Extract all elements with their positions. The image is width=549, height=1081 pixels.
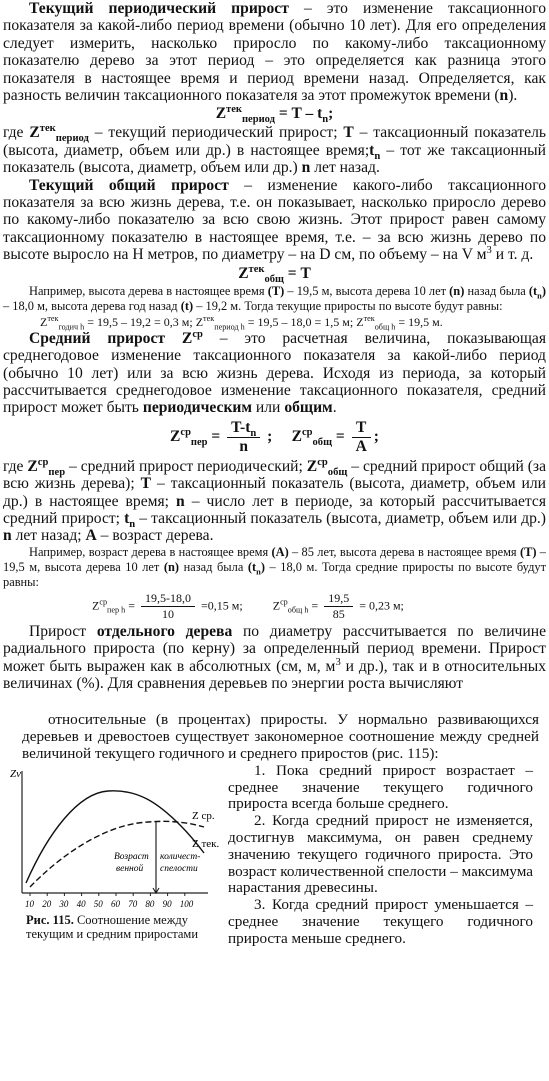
x-tick-label: 20 [42, 898, 52, 909]
sup: ср [302, 426, 313, 438]
text: – средний прирост общий (за всю жизнь дерева); [3, 457, 546, 493]
text: или [252, 399, 285, 417]
text: где [3, 124, 30, 142]
sup: тек [203, 313, 215, 323]
sub: период [241, 114, 275, 126]
sup: ср [37, 456, 49, 468]
var-tn: (t [247, 559, 257, 574]
text: ; [328, 105, 334, 123]
text: – таксационный показатель (высота, диаметр, объем или др.) [135, 509, 546, 527]
text: = 19,5 м. [395, 314, 443, 329]
numerator: 19,5-18,0 [141, 591, 195, 607]
sub: n [374, 150, 381, 162]
legend-current: Z тек. [192, 837, 220, 850]
sub: пер [48, 466, 66, 478]
text: назад была [464, 283, 529, 298]
x-tick-labels [25, 893, 194, 909]
var-z: Z [306, 457, 318, 475]
term-total: общим [284, 399, 333, 417]
text: – 19,5 м, высота дерева 10 лет [3, 544, 547, 574]
paragraph-where-1 [0, 124, 549, 176]
text: – таксационный показатель (высота, диаметр, объем или др.) в настоящее время; [3, 124, 547, 159]
text: – возраст дерева. [96, 527, 214, 545]
sub: общ h [287, 605, 309, 615]
sup: 3 [486, 245, 492, 257]
var-n: n [176, 492, 185, 510]
var-z: Z [195, 314, 204, 329]
text: = [331, 427, 349, 445]
sub: период [55, 133, 89, 145]
sub: n [250, 427, 257, 439]
numerator: T-t [231, 418, 251, 436]
sub: пер h [107, 605, 126, 615]
sub: общ [327, 466, 348, 478]
sub: пер [190, 436, 208, 448]
text: лет назад; [11, 527, 86, 545]
rule-item-3: 3. Когда средний прирост уменьшается – среднее значение текущего годичного прироста меньше среднего. [228, 896, 533, 947]
growth-chart [8, 763, 222, 913]
var-z: Z [27, 457, 38, 475]
sup: тек [248, 263, 265, 275]
formula-periodic [0, 104, 549, 124]
annotation-maturity: спелости [160, 863, 198, 874]
text: = [207, 427, 225, 445]
text: = 19,5 – 19,2 = 0,3 м; [84, 314, 196, 329]
fraction-periodic [227, 419, 260, 456]
var-a: (А) [271, 544, 289, 559]
rule-item-2: 2. Когда средний прирост не изменяется, достигнув максимума, он равен среднему значению текущего годичного прироста. Это возраст количественной спелости – максимума нарастания древесины. [228, 812, 533, 897]
rules-list [228, 763, 533, 948]
var-n: (n) [449, 283, 465, 298]
page-break-gap [0, 692, 549, 712]
text: и т. д. [491, 246, 534, 264]
text: = [308, 598, 322, 612]
text: – текущий периодический прирост; [88, 124, 344, 142]
text: = [125, 598, 139, 612]
formula-average [0, 419, 549, 456]
paragraph-current-periodic [0, 0, 549, 104]
text: – 19,5 м, высота дерева 10 лет [284, 283, 450, 298]
term-single-tree: отдельного дерева [96, 622, 233, 640]
text: – тот же таксационный показатель (высота, диаметр, объем или др.) [3, 141, 546, 177]
text: ) [260, 559, 265, 574]
sup: ср [180, 426, 191, 438]
var-t: Т [140, 475, 151, 493]
text: ; [263, 427, 273, 445]
sub: общ [264, 273, 284, 285]
denominator: 10 [162, 606, 175, 621]
sup: ср [99, 597, 108, 606]
text: – 18,0 м, высота дерева год назад [3, 298, 181, 313]
x-tick-label: 30 [59, 898, 69, 909]
var-tn: t [124, 509, 130, 527]
sub: n [322, 114, 329, 126]
sub: n [537, 290, 542, 301]
paragraph-where-2 [0, 458, 549, 545]
var-t: (Т) [519, 544, 537, 559]
var-z: Z [92, 598, 100, 612]
sup: ср [280, 597, 288, 606]
example-1 [0, 284, 549, 314]
x-tick-label: 10 [25, 898, 34, 909]
caption-label: Рис. 115. [26, 912, 74, 927]
text: – это расчетная величина, показывающая среднегодовое изменение таксационного показателя за какой-либо период (обычно 10 лет) или за всю жизнь дерева. Исходя из периода, за который рассчитывается среднегодовое изменение таксационного показателя, средний прирост может быть [3, 329, 546, 417]
term-periodic: периодическим [142, 399, 253, 417]
sub: n [256, 566, 261, 577]
x-tick-label: 40 [76, 898, 86, 909]
denominator: n [239, 437, 248, 455]
example-1-formulas [0, 314, 549, 330]
sub: n [129, 519, 136, 531]
text: – число лет в периоде, за который рассчитывается средний прирост; [3, 492, 546, 527]
var-t: (Т) [267, 283, 285, 298]
paragraph-relative: относительные (в процентах) приросты. У нормально развивающихся деревьев и древостоев существует закономерное соотношение между средней величиной текущего годичного и среднего приростов (рис. 115): [22, 711, 539, 762]
annotation-quant: количест- [160, 851, 201, 862]
section-relative-growth [0, 712, 549, 962]
var-n: n [499, 87, 509, 105]
x-tick-label: 60 [111, 898, 120, 909]
text: = 0,23 м; [356, 598, 404, 612]
text: Например, высота дерева в настоящее время [29, 283, 268, 298]
fraction-ex-total [324, 591, 353, 622]
text: назад была [179, 559, 248, 574]
text: – 18,0 м. Тогда средние приросты по высоте будут равны: [3, 559, 546, 589]
text: ; [373, 427, 379, 445]
annotation-venna: венной [116, 863, 144, 874]
var-t: Т [343, 124, 354, 142]
var-z: Z [272, 598, 281, 612]
text: =0,15 м; [198, 598, 243, 612]
rule-item-1: 1. Пока средний прирост возрастает – среднее значение текущего годичного прироста всегда больше среднего. [228, 761, 533, 813]
var-z: Z [356, 314, 364, 329]
term-current-periodic: Текущий периодический прирост [29, 0, 289, 17]
caption-text: Соотношение между текущим и средним приростами [26, 912, 199, 942]
sub: годич h [58, 322, 85, 332]
sup: ср [317, 456, 328, 468]
rhs: = T [283, 264, 311, 282]
figure-and-list [0, 763, 549, 963]
legend-average: Z ср. [192, 809, 215, 822]
text: ). [508, 87, 518, 105]
var-z: Z [170, 427, 181, 445]
var-z: Z [215, 105, 227, 123]
text: Например, возраст дерева в настоящее время [29, 544, 272, 559]
x-tick-label: 70 [128, 898, 138, 909]
term-current-total: Текущий общий прирост [29, 176, 229, 194]
text: – средний прирост периодический; [65, 457, 307, 475]
text: . [332, 399, 337, 417]
text: где [3, 457, 28, 475]
var-t-small: (t) [180, 298, 194, 313]
text: – таксационный показатель (высота, диаметр, объем или др.) в настоящее время; [3, 475, 546, 510]
denominator: A [355, 437, 367, 455]
rhs: = T – t [274, 105, 323, 123]
x-tick-label: 90 [162, 898, 172, 909]
formula-total [0, 264, 549, 284]
annotation-age: Возраст [114, 851, 149, 862]
y-axis-label: Zv [10, 767, 21, 780]
paragraph-single-tree [0, 623, 549, 693]
text: – 85 лет, высота дерева в настоящее время [288, 544, 520, 559]
numerator: T [352, 419, 371, 438]
var-n: (n) [163, 559, 180, 574]
numerator: 19,5 [324, 591, 353, 607]
x-tick-label: 100 [179, 898, 194, 909]
fraction-ex-periodic [141, 591, 195, 622]
var-z: Z [29, 124, 40, 142]
denominator: 85 [332, 606, 345, 621]
sup: ср [192, 328, 203, 340]
example-2-formulas [0, 591, 549, 622]
x-tick-label: 80 [145, 898, 155, 909]
sup: 3 [335, 656, 341, 668]
text: лет назад. [310, 159, 380, 177]
var-tn: t [369, 141, 375, 159]
term-average: Средний прирост Z [29, 329, 193, 347]
text: – изменение какого-либо таксационного показателя за всю жизнь дерева, т.е. он показывает, насколько приросло дерево по какому-либо показателю за всю свою жизнь. Этот прирост равен самому таксационному показателю в настоящее время, т.е. – за всю жизнь дерево по высоте выросло на Н метров, по диаметру – на D см, по объему – на V м [3, 176, 547, 264]
paragraph-current-total [0, 177, 549, 264]
text: Прирост [29, 622, 97, 640]
var-n: n [301, 159, 311, 177]
sup: тек [226, 104, 242, 116]
var-z: Z [238, 264, 249, 282]
var-tn: (t [528, 283, 538, 298]
var-z: Z [291, 427, 302, 445]
sub: общ [312, 436, 332, 448]
sub: общ h [374, 322, 396, 332]
var-n: n [3, 527, 12, 545]
text: – 19,2 м. Тогда текущие приросты по высоте будут равны: [193, 298, 503, 313]
text: = 19,5 – 18,0 = 1,5 м; [244, 314, 357, 329]
var-a: А [85, 527, 97, 545]
paragraph-average [0, 330, 549, 417]
sup: тек [363, 313, 375, 323]
example-2 [0, 545, 549, 590]
x-tick-label: 50 [93, 898, 103, 909]
var-z: Z [40, 314, 48, 329]
text: и др.), так и в относительных величинах (%). Для сравнения деревьев по энергии роста вычисляют [3, 657, 546, 692]
text: – это изменение таксационного показателя за какой-либо период времени (обычно 10 лет). Для его определения следует измерить, насколько приросло по какому-либо таксационному показателю дерево за этот период – это определяется как разница этого показателя в настоящее время и период времени назад. Определяется, как разность величин таксационного показателя за этот промежуток времени ( [3, 0, 546, 105]
sup: тек [47, 313, 59, 323]
sub: период h [214, 322, 245, 332]
sup: тек [39, 123, 56, 135]
text: ) [541, 283, 546, 298]
fraction-total [352, 419, 371, 456]
text: по диаметру рассчитывается по величине радиального прироста (по керну) за определенный период времени. Прирост может быть выражен как в абсолютных (см, м, м [3, 622, 546, 675]
figure-caption [26, 913, 226, 942]
